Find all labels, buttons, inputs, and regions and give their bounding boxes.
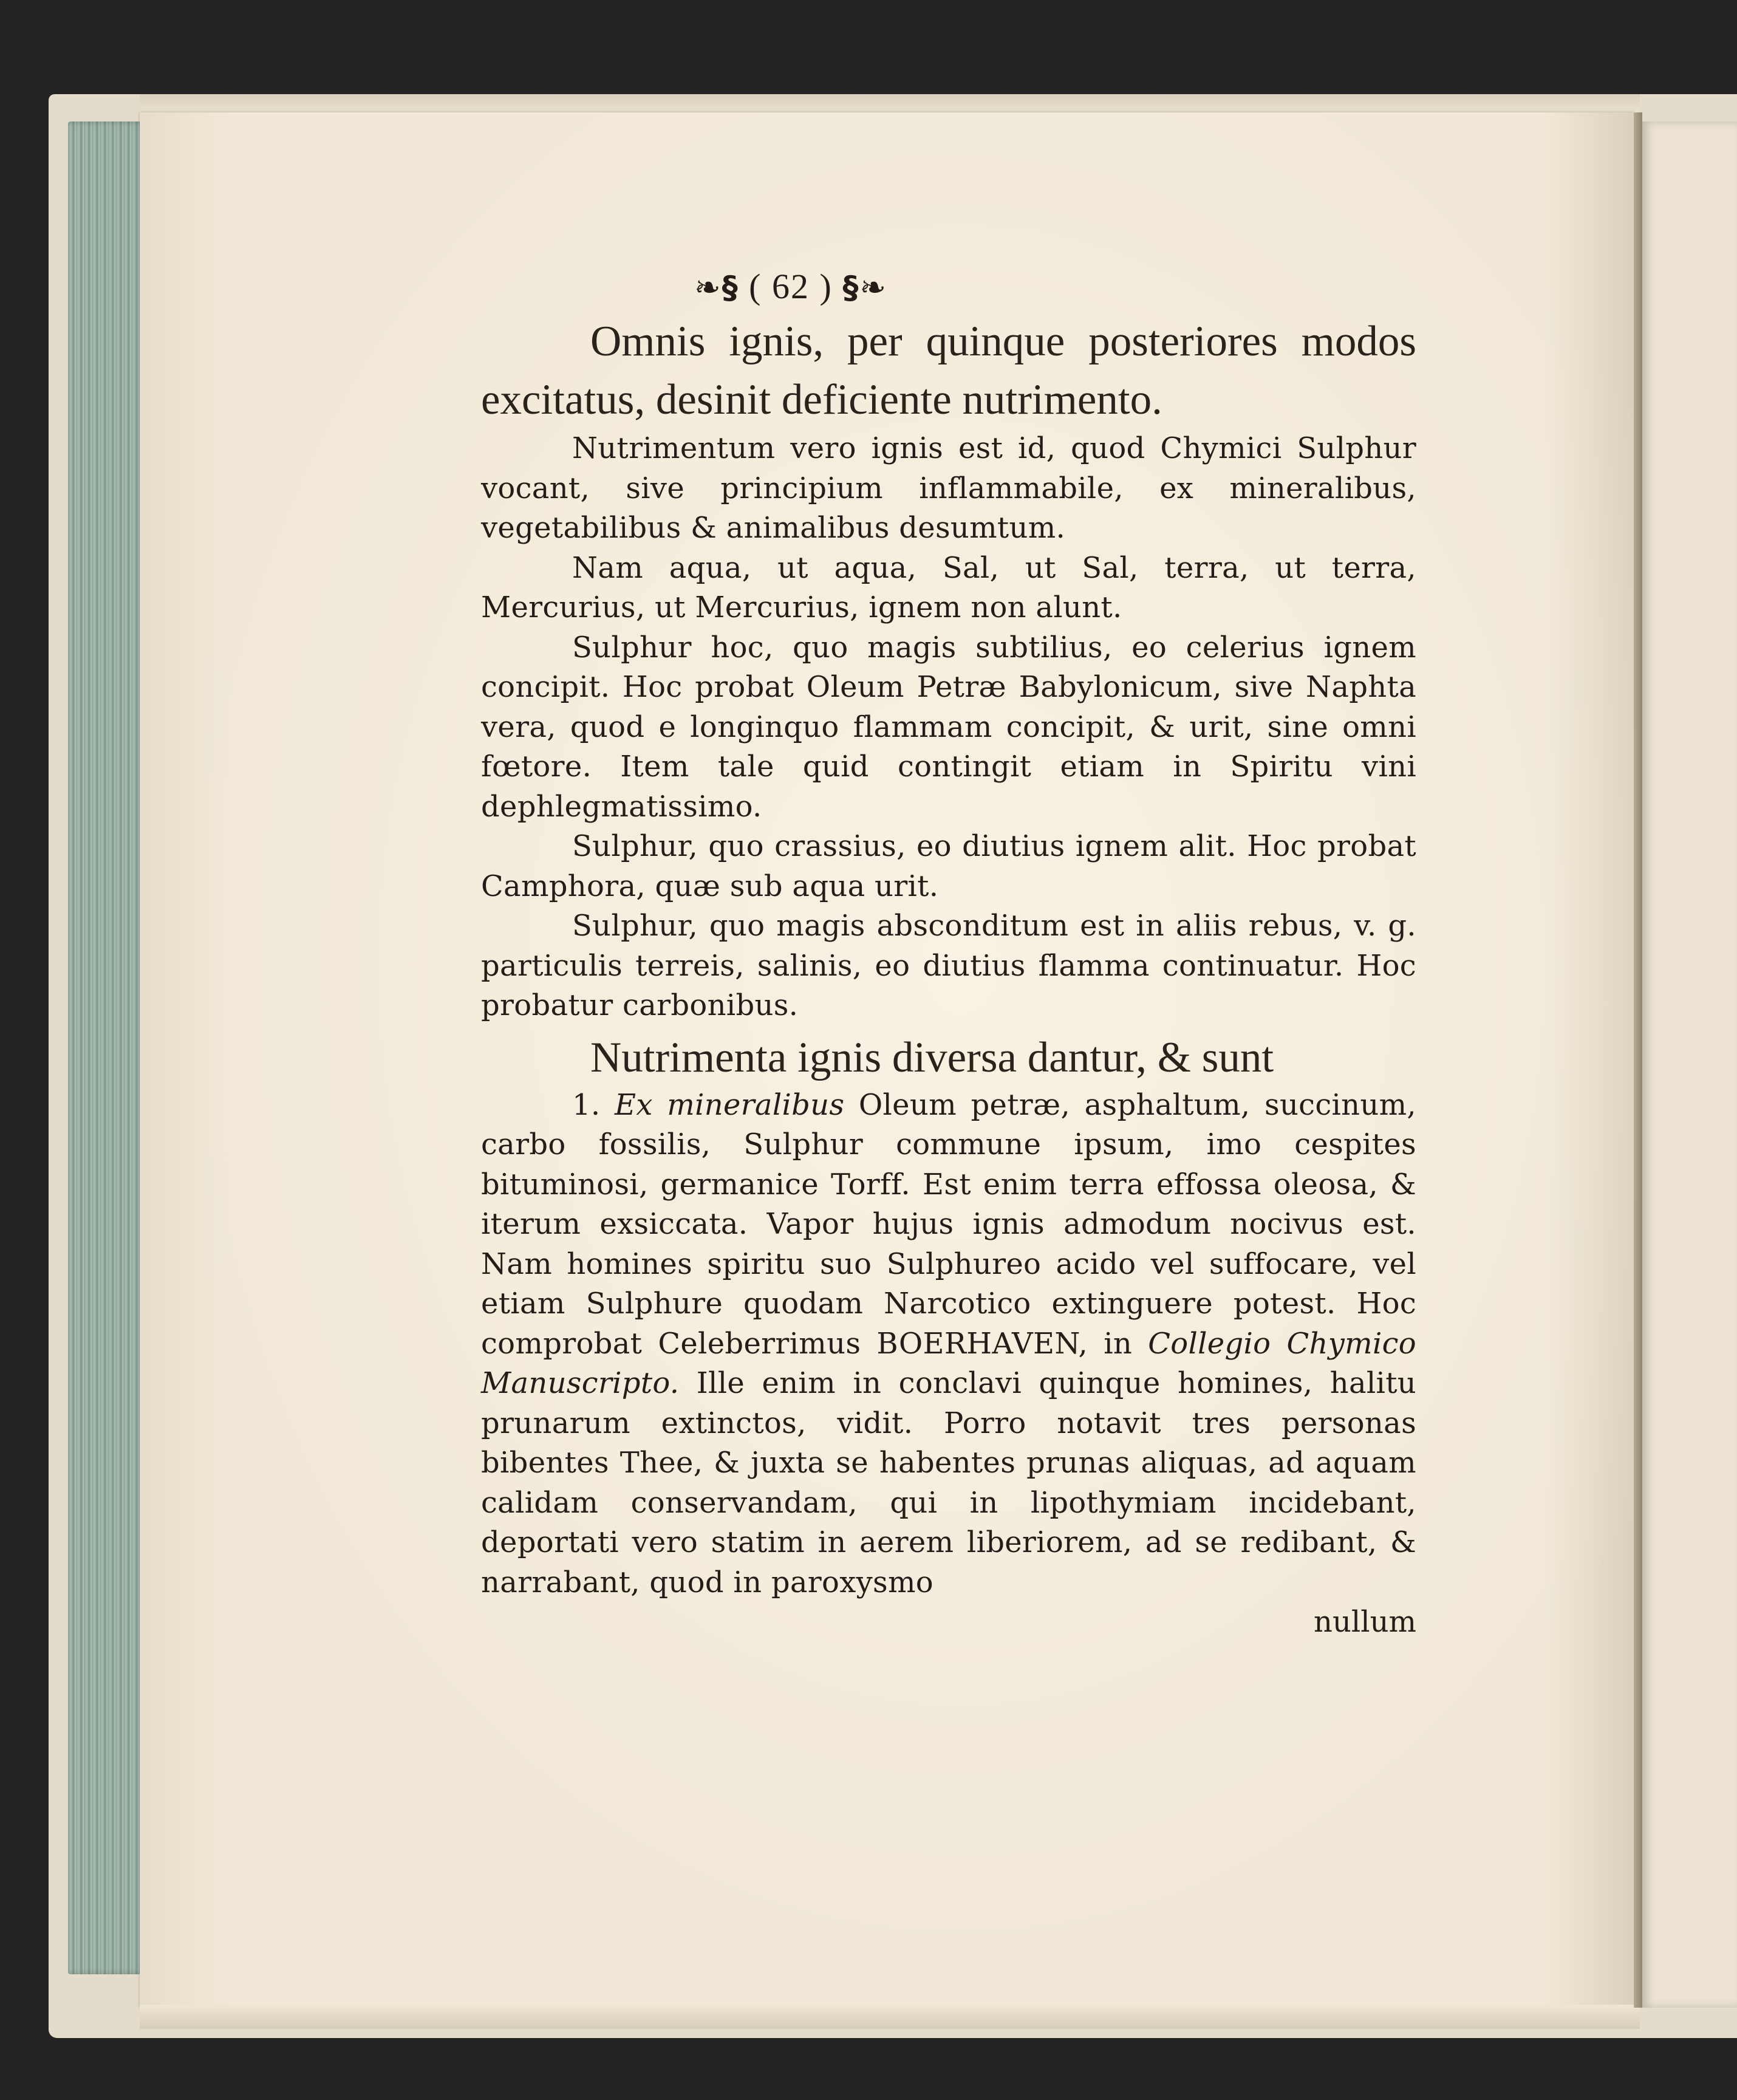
header-ornament-right-icon: §❧ bbox=[842, 270, 887, 306]
paragraph-sulphur-absconditum: Sulphur, quo magis absconditum est in aliis rebus, v. g. particulis terreis, salinis, eo diutius flamma continuatur. Hoc probatur carbonibus. bbox=[481, 909, 1416, 1022]
subheading-nutrimenta: Nutrimenta ignis diversa dantur, & sunt bbox=[590, 1033, 1274, 1081]
paragraph-ex-mineralibus bbox=[481, 1086, 1416, 1603]
italic-reference: Collegio Chymico Manuscripto. bbox=[481, 1326, 1416, 1400]
page-text-block bbox=[481, 266, 1416, 1641]
lead-paragraph: Omnis ignis, per quinque posteriores modos excitatus, desinit deficiente nutrimento. bbox=[481, 318, 1416, 423]
book-gutter bbox=[1634, 112, 1642, 2008]
paragraph-sulphur-crassius: Sulphur, quo crassius, eo diutius ignem alit. Hoc probat Camphora, quæ sub aqua urit. bbox=[481, 829, 1416, 903]
paragraph-nutrimentum: Nutrimentum vero ignis est id, quod Chymici Sulphur vocant, sive principium inflammabile, ex mineralibus, vegetabilibus & animalibus desumtum. bbox=[481, 431, 1416, 545]
italic-lead: Ex mineralibus bbox=[614, 1087, 845, 1122]
item-number: 1. bbox=[572, 1087, 601, 1122]
page-header bbox=[323, 266, 1258, 312]
paragraph-nam-aqua: Nam aqua, ut aqua, Sal, ut Sal, terra, ut terra, Mercurius, ut Mercurius, ignem non alunt. bbox=[481, 550, 1416, 624]
adjacent-page-edge bbox=[1642, 121, 1737, 2008]
page-edges bbox=[68, 121, 146, 1974]
page-bottom-edge bbox=[140, 2005, 1640, 2029]
paragraph-text-part-1: Oleum petræ, asphaltum, succinum, carbo fossilis, Sulphur commune ipsum, imo cespites bituminosi, germanice Torff. Est enim terra effossa oleosa, & iterum exsiccata. Vapor hujus ignis admodum nocivus est. Nam homines spiritu suo Sulphureo acido vel suffocare, vel etiam Sulphure quodam Narcotico extinguere potest. Hoc comprobat Celeberrimus BOERHAVEN, in bbox=[481, 1087, 1416, 1361]
catchword: nullum bbox=[1314, 1605, 1416, 1639]
header-ornament-left-icon: ❧§ bbox=[694, 270, 739, 306]
page-number: ( 62 ) bbox=[749, 267, 833, 306]
paragraph-sulphur-subtilius: Sulphur hoc, quo magis subtilius, eo celerius ignem concipit. Hoc probat Oleum Petræ Babylonicum, sive Naphta vera, quod e longinquo flammam concipit, & urit, sine omni fœtore. Item tale quid contingit etiam in Spiritu vini dephlegmatissimo. bbox=[481, 630, 1416, 824]
paragraph-text-part-2: Ille enim in conclavi quinque homines, halitu prunarum extinctos, vidit. Porro notavit tres personas bibentes Thee, & juxta se habentes prunas aliquas, ad aquam calidam conservandam, qui in lipothymiam incidebant, deportati vero statim in aerem liberiorem, ad se redibant, & narrabant, quod in paroxysmo bbox=[481, 1366, 1416, 1599]
